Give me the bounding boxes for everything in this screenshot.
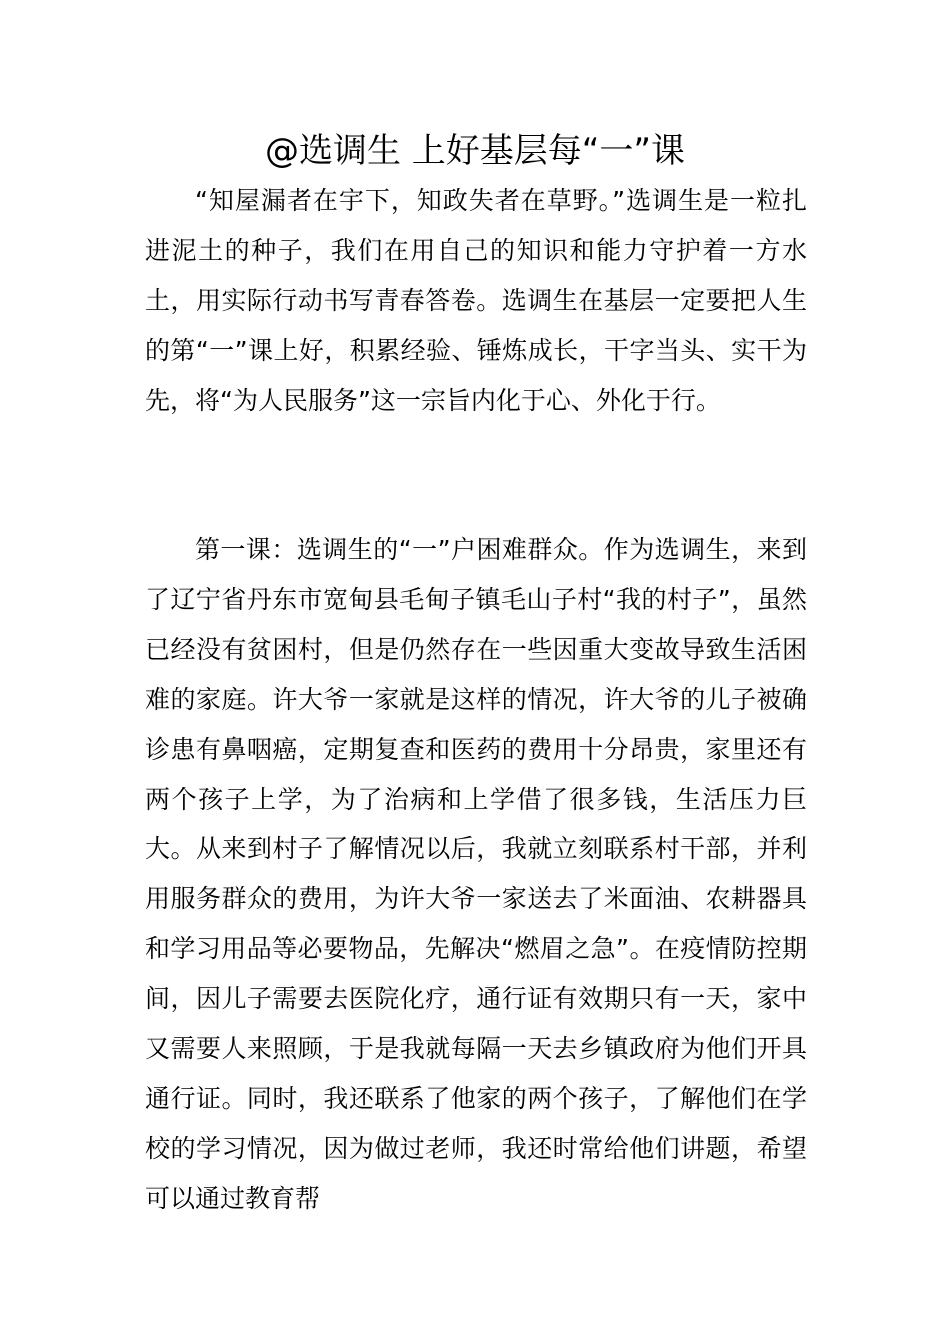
intro-paragraph: “知屋漏者在宇下，知政失者在草野。”选调生是一粒扎进泥土的种子，我们在用自己的知识和能力守护着一方水土，用实际行动书写青春答卷。选调生在基层一定要把人生的第“一”课上好，积累经验、锤炼成长，干字当头、实干为先，将“为人民服务”这一宗旨内化于心、外化于行。	[145, 186, 807, 415]
document-title: @选调生 上好基层每“一”课	[264, 131, 686, 171]
lesson-one-paragraph: 第一课：选调生的“一”户困难群众。作为选调生，来到了辽宁省丹东市宽甸县毛甸子镇毛山子村“我的村子”，虽然已经没有贫困村，但是仍然存在一些因重大变故导致生活困难的家庭。许大爷一家就是这样的情况，许大爷的儿子被确诊患有鼻咽癌，定期复查和医药的费用十分昂贵，家里还有两个孩子上学，为了治病和上学借了很多钱，生活压力巨大。从来到村子了解情况以后，我就立刻联系村干部，并利用服务群众的费用，为许大爷一家送去了米面油、农耕器具和学习用品等必要物品，先解决“燃眉之急”。在疫情防控期间，因儿子需要去医院化疗，通行证有效期只有一天，家中又需要人来照顾，于是我就每隔一天去乡镇政府为他们开具通行证。同时，我还联系了他家的两个孩子，了解他们在学校的学习情况，因为做过老师，我还时常给他们讲题，希望可以通过教育帮	[145, 535, 807, 1213]
